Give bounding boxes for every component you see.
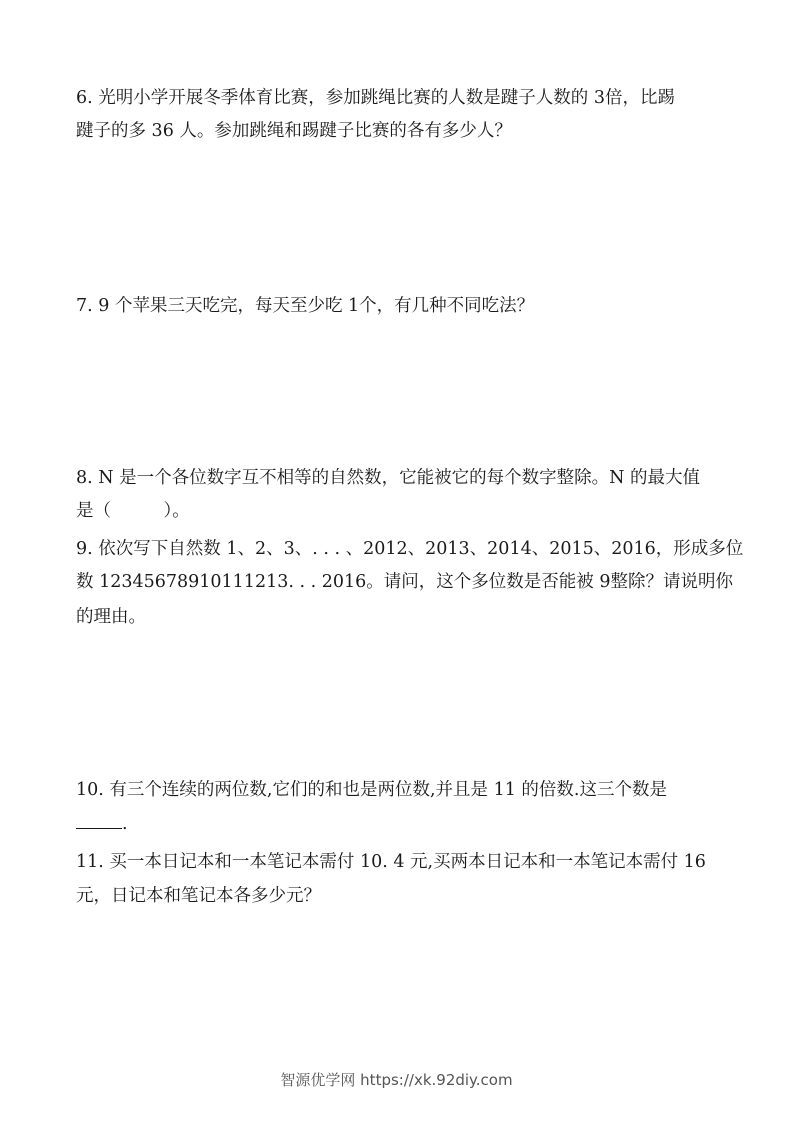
problem-7-line-1: 7. 9 个苹果三天吃完，每天至少吃 1个，有几种不同吃法？ <box>76 296 535 316</box>
problem-6-line-2: 踺子的多 36 人。参加跳绳和踢踺子比赛的各有多少人？ <box>76 121 512 141</box>
answer-blank <box>76 814 122 829</box>
problem-6-line-1: 6. 光明小学开展冬季体育比赛，参加跳绳比赛的人数是踺子人数的 3倍，比踢 <box>76 88 675 108</box>
problem-8-line-2: 是（ ）。 <box>76 501 190 521</box>
problem-9-line-2: 数 12345678910111213. . . 2016。请问，这个多位数是否能被 9整除？请说明你 <box>76 572 733 592</box>
problem-8-line-1: 8. N 是一个各位数字互不相等的自然数，它能被它的每个数字整除。N 的最大值 <box>76 468 701 488</box>
footer-watermark: 智源优学网 https://xk.92diy.com <box>280 1071 513 1089</box>
problem-10-line-1: 10. 有三个连续的两位数,它们的和也是两位数,并且是 11 的倍数.这三个数是 <box>76 780 667 800</box>
problem-9-line-1: 9. 依次写下自然数 1、2、3、. . . 、2012、2013、2014、2015、2016，形成多位 <box>76 539 744 559</box>
problem-11-line-2: 元，日记本和笔记本各多少元？ <box>76 886 321 906</box>
problem-10-line-2 <box>76 812 128 836</box>
problem-9-line-3: 的理由。 <box>76 607 146 627</box>
problem-10-period: . <box>122 814 128 834</box>
problem-11-line-1: 11. 买一本日记本和一本笔记本需付 10. 4 元,买两本日记本和一本笔记本需付 16 <box>76 852 706 872</box>
